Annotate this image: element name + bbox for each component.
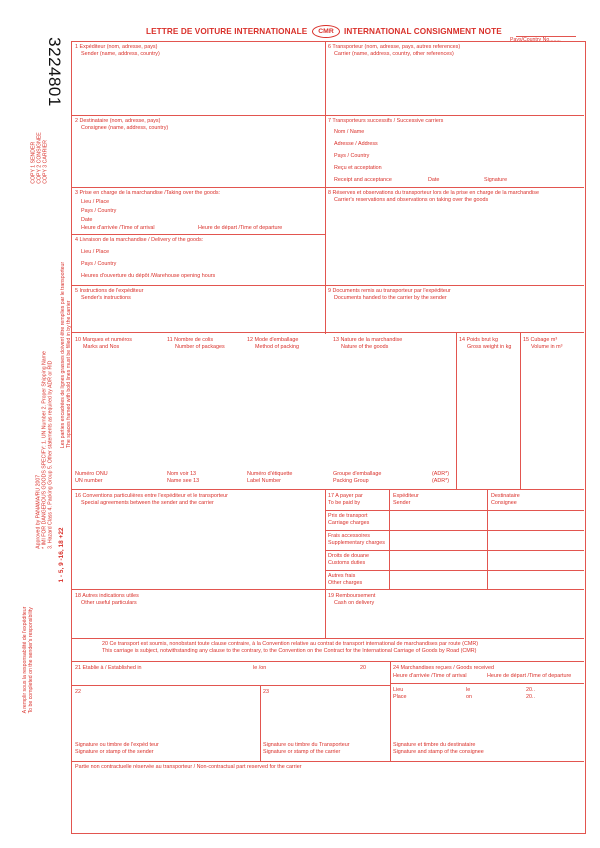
- box17-label-fr: 17 A payer par: [328, 493, 363, 499]
- box9-field[interactable]: [326, 303, 583, 331]
- box24-sig-fr: Signature et timbre du destinataire: [393, 742, 476, 748]
- box7-name: Nom / Name: [334, 129, 365, 135]
- title-en: INTERNATIONAL CONSIGNMENT NOTE: [344, 27, 502, 36]
- box1-label-en: Sender (name, address, country): [81, 51, 160, 57]
- box4-place: Lieu / Place: [81, 249, 110, 255]
- bold-lines-note: Les parties encadrées de lignes grasses doivent être remplies par le transporteur The spaces framed with bold lines must be filled in by the carrier: [59, 261, 72, 449]
- charges-row-carriage: Prix de transport: [328, 513, 368, 519]
- box5-label-fr: 5 Instructions de l'expéditeur: [75, 288, 144, 294]
- box19-field[interactable]: [326, 609, 583, 637]
- box3-date: Date: [81, 217, 93, 223]
- label-number-fr: Numéro d'étiquette: [247, 471, 293, 477]
- copy-labels: COPY 1 SENDER COPY 2 CONSIGNEE COPY 3 CARRIER: [30, 132, 50, 184]
- charges-row-other: Autres frais: [328, 573, 356, 579]
- box3-departure: Heure de départ /Time of departure: [198, 225, 283, 231]
- box24-place: Place: [393, 694, 407, 700]
- box16-field[interactable]: [72, 509, 324, 588]
- box8-label-fr: 8 Réserves et observations du transporteur lors de la prise en charge de la marchandise: [328, 190, 539, 196]
- box24-departure: Heure de départ /Time of departure: [487, 673, 572, 679]
- box20-line2: This carriage is subject, notwithstanding any clause to the contrary, to the Convention on the Contract for the International Carriage of Goods by Road (CMR): [102, 648, 477, 654]
- name-see-en: Name see 13: [167, 478, 200, 484]
- col13-en: Nature of the goods: [341, 344, 389, 350]
- box2-label-en: Consignee (name, address, country): [81, 125, 169, 131]
- box18-label-en: Other useful particulars: [81, 600, 137, 606]
- col14-en: Gross weight in kg: [467, 344, 512, 350]
- un-number-fr: Numéro ONU: [75, 471, 108, 477]
- carrier-reserved-label: Partie non contractuelle réservée au transporteur / Non-contractual part reserved for the carrier: [75, 764, 302, 770]
- serial-number: 3224801: [45, 37, 64, 107]
- packing-group-en: Packing Group: [333, 478, 369, 484]
- box7-label: 7 Transporteurs successifs / Successive carriers: [328, 118, 444, 124]
- packing-group-fr: Groupe d'emballage: [333, 471, 382, 477]
- box22-sig-fr: Signature ou timbre de l'expéd teur: [75, 742, 159, 748]
- charges-row-carriage-en: Carriage charges: [328, 520, 370, 526]
- box24-lieu: Lieu: [393, 687, 404, 693]
- col13-fr: 13 Nature de la marchandise: [333, 337, 403, 343]
- box24-arrival: Heure d'arrivée /Time of arrival: [393, 673, 467, 679]
- title-fr: LETTRE DE VOITURE INTERNATIONALE: [146, 27, 308, 36]
- charges-row-supplementary: Frais accessoires: [328, 533, 370, 539]
- fill-instructions: A remplir sous la responsabilité de l'expéditeur To be completed on the sender's responsibility: [21, 606, 34, 714]
- box21-label: 21 Etablie à / Established in: [75, 665, 142, 671]
- col11-fr: 11 Nombre de colis: [167, 337, 214, 343]
- box23-sig-fr: Signature ou timbre du Transporteur: [263, 742, 350, 748]
- box24-year1: 20..: [526, 687, 535, 693]
- col15-en: Volume in m³: [531, 344, 563, 350]
- box4-label: 4 Livraison de la marchandise / Delivery of the goods:: [75, 237, 204, 243]
- volume-field[interactable]: [521, 354, 583, 488]
- box7-date: Date: [428, 177, 440, 183]
- charges-row-customs-en: Customs duties: [328, 560, 366, 566]
- box17-consignee-en: Consignee: [491, 500, 517, 506]
- charges-row-other-en: Other charges: [328, 580, 363, 586]
- col10-fr: 10 Marques et numéros: [75, 337, 132, 343]
- col10-en: Marks and Nos: [83, 344, 120, 350]
- box3-arrival: Heure d'arrivée /Time of arrival: [81, 225, 155, 231]
- box18-label-fr: 18 Autres indications utiles: [75, 593, 139, 599]
- box24-label: 24 Marchandises reçues / Goods received: [393, 665, 494, 671]
- col15-fr: 15 Cubage m³: [523, 337, 558, 343]
- box3-place: Lieu / Place: [81, 199, 110, 205]
- box18-field[interactable]: [72, 609, 324, 637]
- box2-field[interactable]: [72, 134, 324, 186]
- box6-label-en: Carrier (name, address, country, other references): [334, 51, 454, 57]
- approved-text: Approved by PANAMA/RU 2007 * IMI FOR DANGEROUS GOODS SPECIFY: 1. UN Number 2. Proper Shipping Name 3. Hazard Class 4. Packing Group 5. Other statements as required by ADR or RID: [35, 351, 55, 549]
- box1-field[interactable]: [72, 60, 324, 114]
- box19-label-en: Cash on delivery: [334, 600, 375, 606]
- weight-field[interactable]: [457, 354, 519, 488]
- box22-sig-en: Signature or stamp of the sender: [75, 749, 154, 755]
- box2-label-fr: 2 Destinataire (nom, adresse, pays): [75, 118, 161, 124]
- box4-hours: Heures d'ouverture du dépôt /Warehouse opening hours: [81, 273, 216, 279]
- label-number-en: Label Number: [247, 478, 281, 484]
- charges-row-supplementary-en: Supplementary charges: [328, 540, 385, 546]
- name-see-fr: Nom voir 13: [167, 471, 197, 477]
- box6-label-fr: 6 Transporteur (nom, adresse, pays, autres references): [328, 44, 461, 50]
- box9-label-fr: 9 Documents remis au transporteur par l'expéditeur: [328, 288, 451, 294]
- box20-line1: 20 Ce transport est soumis, nonobstant toute clause contraire, à la Convention relative au contrat de transport international de marchandises par route (CMR): [102, 641, 479, 647]
- goods-field[interactable]: [72, 354, 455, 466]
- box7-receipt-en: Receipt and acceptance: [334, 177, 392, 183]
- box7-country: Pays / Country: [334, 153, 370, 159]
- cmr-logo: CMR: [312, 25, 340, 38]
- carrier-reserved-field[interactable]: [72, 773, 583, 831]
- adr-1: (ADR*): [432, 471, 450, 477]
- box24-sig-en: Signature and stamp of the consignee: [393, 749, 484, 755]
- box16-label-fr: 16 Conventions particulières entre l'expéditeur et le transporteur: [75, 493, 228, 499]
- box17-sender-en: Sender: [393, 500, 411, 506]
- boxes-numbers: 1 - 5, 9 -16, 18 +22: [58, 527, 66, 583]
- adr-2: (ADR*): [432, 478, 450, 484]
- box6-field[interactable]: [326, 60, 583, 114]
- box8-field[interactable]: [326, 206, 583, 284]
- box5-field[interactable]: [72, 303, 324, 331]
- box23-field[interactable]: [261, 697, 389, 739]
- box21-on: le /on: [253, 665, 267, 671]
- box7-address: Adresse / Address: [334, 141, 378, 147]
- box4-country: Pays / Country: [81, 261, 117, 267]
- box21-year: 20: [360, 665, 366, 671]
- box23-sig-en: Signature or stamp of the carrier: [263, 749, 341, 755]
- box22-number: 22: [75, 689, 81, 695]
- box7-receipt: Reçu et acceptation: [334, 165, 382, 171]
- box9-label-en: Documents handed to the carrier by the sender: [334, 295, 447, 301]
- box3-country: Pays / Country: [81, 208, 117, 214]
- box3-label: 3 Prise en charge de la marchandise /Taking over the goods:: [75, 190, 221, 196]
- box24-year2: 20..: [526, 694, 535, 700]
- box17-consignee-fr: Destinataire: [491, 493, 520, 499]
- country-no: Pays/Country No........: [510, 37, 561, 43]
- col14-fr: 14 Poids brut kg: [459, 337, 498, 343]
- col11-en: Number of packages: [175, 344, 225, 350]
- box7-signature: Signature: [484, 177, 508, 183]
- col12-fr: 12 Mode d'emballage: [247, 337, 299, 343]
- box5-label-en: Sender's instructions: [81, 295, 131, 301]
- box1-label-fr: 1 Expéditeur (nom, adresse, pays): [75, 44, 158, 50]
- un-number-en: UN number: [75, 478, 103, 484]
- box24-on: on: [466, 694, 472, 700]
- charges-row-customs: Droits de douane: [328, 553, 370, 559]
- box24-le: le: [466, 687, 471, 693]
- box23-number: 23: [263, 689, 269, 695]
- box8-label-en: Carrier's reservations and observations on taking over the goods: [334, 197, 489, 203]
- box17-sender-fr: Expéditeur: [393, 493, 419, 499]
- box19-label-fr: 19 Remboursement: [328, 593, 376, 599]
- col12-en: Method of packing: [255, 344, 300, 350]
- box16-label-en: Special agreements between the sender and the carrier: [81, 500, 214, 506]
- box22-field[interactable]: [72, 697, 259, 739]
- box17-label-en: To be paid by: [328, 500, 361, 506]
